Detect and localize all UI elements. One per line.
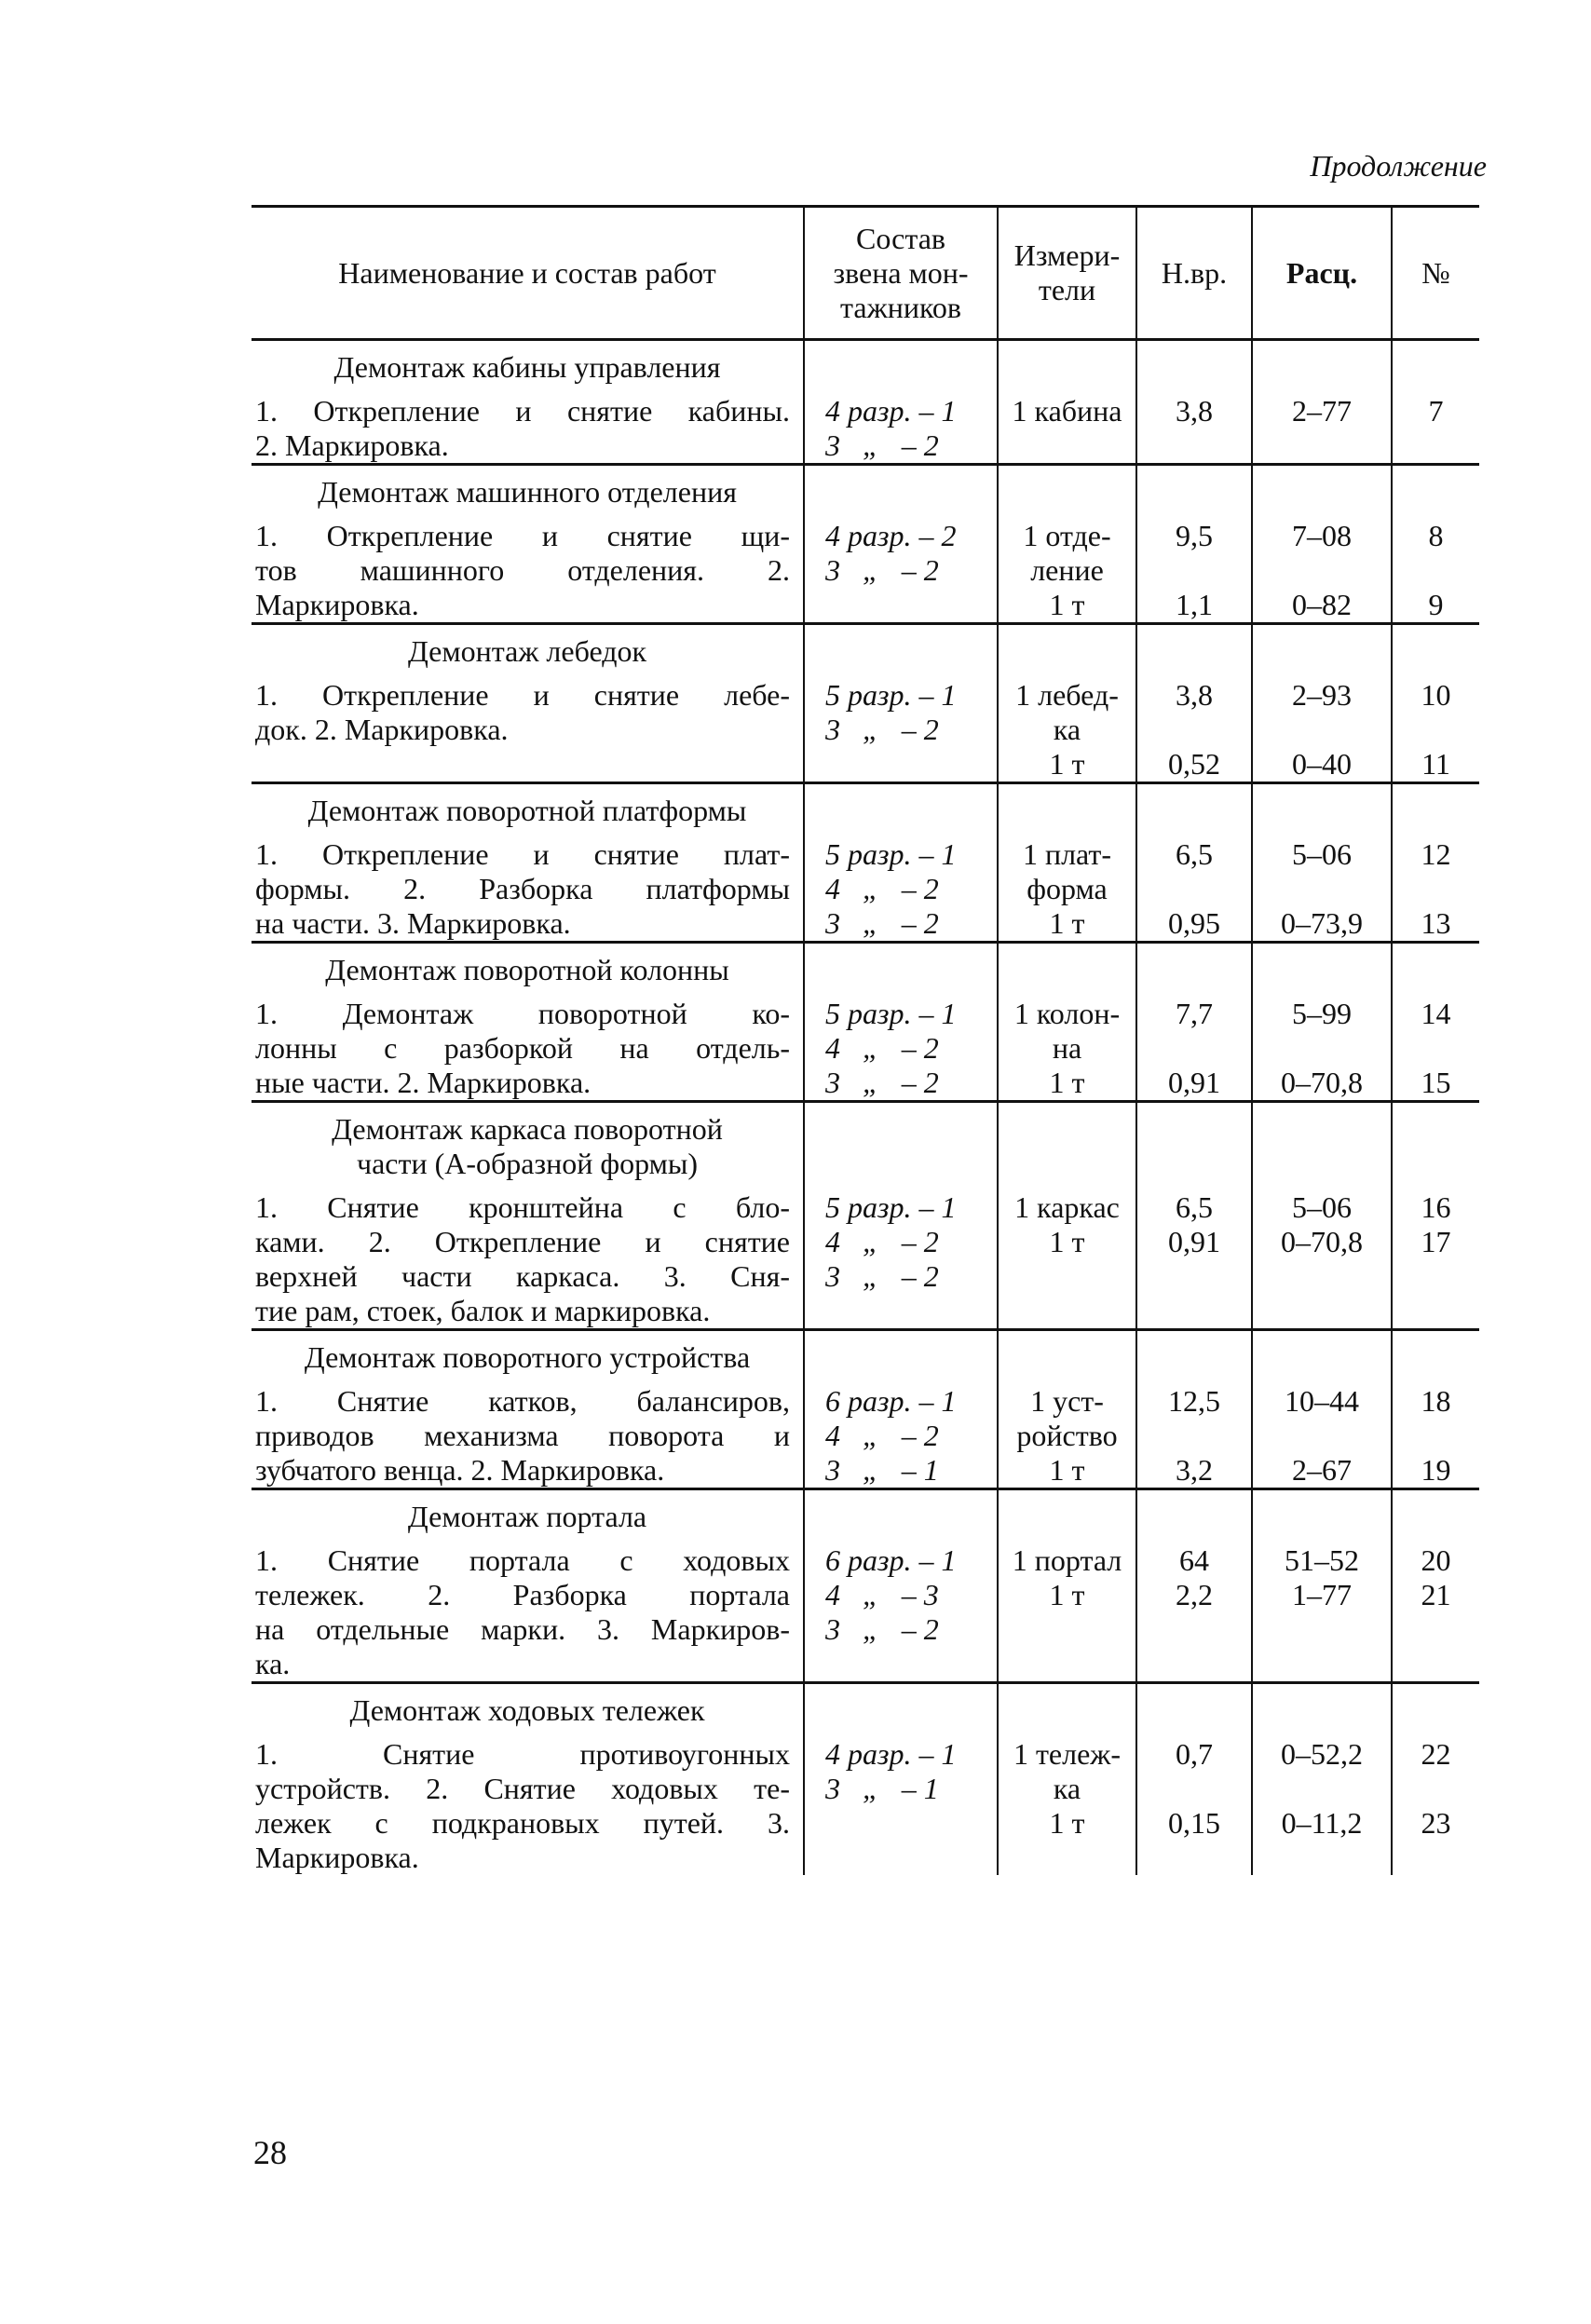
crew-composition — [804, 1543, 998, 1683]
cell-line: 0,15 — [1168, 1806, 1220, 1840]
group-title — [252, 1683, 804, 1738]
description-line: 1. Демонтаж поворотной ко- — [255, 997, 790, 1030]
cell-line: 7–08 — [1292, 519, 1352, 552]
cell-line: 3 „ – 1 — [825, 1453, 939, 1487]
table-row — [252, 1543, 1479, 1683]
cell-line: 4 „ – 3 — [825, 1578, 939, 1611]
rate-value — [1252, 1190, 1392, 1330]
table-row — [252, 1190, 1479, 1330]
unit-measure — [998, 997, 1136, 1102]
cell-line: Демонтаж кабины управления — [333, 350, 721, 384]
cell-line: 2–93 — [1292, 678, 1352, 712]
unit-measure — [998, 837, 1136, 943]
empty-cell — [804, 465, 998, 520]
empty-cell — [1252, 943, 1392, 998]
cell-line: 5–06 — [1292, 1190, 1352, 1224]
table-header-row — [252, 207, 1479, 340]
empty-cell — [998, 340, 1136, 395]
cell-line: 5 разр. – 1 — [825, 678, 957, 712]
group-title — [252, 340, 804, 395]
cell-line: 4 „ – 2 — [825, 872, 939, 905]
row-number — [1392, 1737, 1479, 1875]
cell-line: 1 кабина — [1012, 394, 1122, 428]
cell-line: 4 разр. – 1 — [825, 394, 957, 428]
cell-line: 12 — [1421, 837, 1451, 871]
cell-line: 1 уст- — [1030, 1384, 1104, 1418]
work-description — [252, 1543, 804, 1683]
description-line: лежек с подкрановых путей. 3. — [255, 1806, 790, 1840]
description-line: док. 2. Маркировка. — [255, 713, 509, 746]
description-line: тележек. 2. Разборка портала — [255, 1578, 790, 1611]
empty-cell — [1136, 1683, 1252, 1738]
description-line: 1. Снятие портала с ходовых — [255, 1543, 790, 1577]
empty-cell — [1252, 1330, 1392, 1385]
cell-line — [1137, 713, 1251, 747]
cell-line — [1253, 1031, 1391, 1066]
cell-line — [1137, 872, 1251, 906]
cell-line: 10–44 — [1285, 1384, 1359, 1418]
empty-cell — [998, 1489, 1136, 1544]
cell-line: 1 колон- — [1013, 997, 1121, 1030]
cell-line — [1253, 553, 1391, 588]
continuation-label: Продолжение — [1310, 149, 1487, 183]
description-line: ка. — [255, 1647, 291, 1680]
empty-cell — [1392, 1489, 1479, 1544]
cell-line: 19 — [1421, 1453, 1451, 1487]
header-number: № — [1392, 207, 1479, 340]
cell-line: 2–67 — [1292, 1453, 1352, 1487]
time-norm — [1136, 1190, 1252, 1330]
empty-cell — [998, 1683, 1136, 1738]
empty-cell — [804, 943, 998, 998]
work-description — [252, 1737, 804, 1875]
cell-line: Демонтаж поворотной платформы — [307, 794, 747, 827]
empty-cell — [998, 943, 1136, 998]
rate-value — [1252, 997, 1392, 1102]
empty-cell — [804, 1683, 998, 1738]
table-row — [252, 1737, 1479, 1875]
cell-line: Демонтаж лебедок — [407, 634, 647, 668]
cell-line: 13 — [1421, 906, 1451, 940]
group-title-row — [252, 340, 1479, 395]
cell-line: 0–70,8 — [1281, 1225, 1363, 1258]
cell-line: части (А-образной формы) — [356, 1147, 699, 1180]
cell-line: 2–77 — [1292, 394, 1352, 428]
cell-line: 23 — [1421, 1806, 1451, 1840]
cell-line: 3,8 — [1176, 678, 1213, 712]
crew-composition — [804, 1190, 998, 1330]
cell-line — [1393, 1419, 1479, 1453]
cell-line — [1137, 1419, 1251, 1453]
cell-line — [1253, 713, 1391, 747]
cell-line: ка — [1053, 1772, 1081, 1805]
rate-value — [1252, 678, 1392, 783]
empty-cell — [1392, 465, 1479, 520]
empty-cell — [998, 1102, 1136, 1191]
cell-line — [1393, 553, 1479, 588]
cell-line: 5 разр. – 1 — [825, 997, 957, 1030]
cell-line: 3 „ – 2 — [825, 713, 939, 746]
group-title-row — [252, 783, 1479, 838]
unit-measure — [998, 1543, 1136, 1683]
cell-line: 1 каркас — [1014, 1190, 1120, 1224]
row-number — [1392, 678, 1479, 783]
group-title — [252, 465, 804, 520]
cell-line: ление — [1030, 553, 1104, 587]
header-crew: Состав звена мон- тажников — [804, 207, 998, 340]
cell-line — [1253, 872, 1391, 906]
cell-line: 9 — [1428, 588, 1444, 621]
group-title — [252, 1330, 804, 1385]
empty-cell — [1136, 943, 1252, 998]
empty-cell — [1252, 340, 1392, 395]
cell-line: 15 — [1421, 1066, 1451, 1099]
row-number — [1392, 394, 1479, 465]
cell-line: 3,2 — [1176, 1453, 1213, 1487]
crew-composition — [804, 1384, 998, 1489]
cell-line: 5–06 — [1292, 837, 1352, 871]
cell-line: 18 — [1421, 1384, 1451, 1418]
cell-line: 6 разр. – 1 — [825, 1384, 957, 1418]
row-number — [1392, 1543, 1479, 1683]
cell-line: 14 — [1421, 997, 1451, 1030]
description-line: тие рам, стоек, балок и маркировка. — [255, 1294, 711, 1327]
group-title-row — [252, 1330, 1479, 1385]
cell-line: 1 портал — [1012, 1543, 1122, 1577]
cell-line: 7,7 — [1176, 997, 1213, 1030]
cell-line — [1393, 713, 1479, 747]
work-description — [252, 1190, 804, 1330]
cell-line: 0,52 — [1168, 747, 1220, 781]
description-line: 1. Открепление и снятие кабины. — [255, 394, 790, 428]
cell-line: 1 т — [1049, 747, 1085, 781]
description-line: ные части. 2. Маркировка. — [255, 1066, 592, 1099]
page-number: 28 — [253, 2134, 287, 2171]
cell-line: 1 т — [1049, 906, 1085, 940]
cell-line: 9,5 — [1176, 519, 1213, 552]
row-number — [1392, 997, 1479, 1102]
table-row — [252, 1384, 1479, 1489]
rate-value — [1252, 519, 1392, 624]
empty-cell — [1392, 783, 1479, 838]
cell-line — [1393, 1031, 1479, 1066]
description-line: тов машинного отделения. 2. — [255, 553, 790, 587]
cell-line: 1 плат- — [1022, 837, 1112, 871]
empty-cell — [804, 624, 998, 679]
empty-cell — [1136, 783, 1252, 838]
table-body — [252, 340, 1479, 1876]
cell-line: 4 „ – 2 — [825, 1419, 939, 1452]
row-number — [1392, 1384, 1479, 1489]
group-title-row — [252, 1683, 1479, 1738]
row-number — [1392, 519, 1479, 624]
empty-cell — [1252, 783, 1392, 838]
cell-line: 6,5 — [1176, 1190, 1213, 1224]
cell-line: 0–40 — [1292, 747, 1352, 781]
description-line: Маркировка. — [255, 588, 419, 621]
description-line: 1. Снятие катков, балансиров, — [255, 1384, 790, 1418]
empty-cell — [1392, 1102, 1479, 1191]
time-norm — [1136, 1384, 1252, 1489]
cell-line: 0,91 — [1168, 1225, 1220, 1258]
empty-cell — [998, 624, 1136, 679]
cell-line — [1253, 1772, 1391, 1806]
cell-line: 64 — [1179, 1543, 1209, 1577]
time-norm — [1136, 394, 1252, 465]
table-row — [252, 678, 1479, 783]
empty-cell — [1136, 1489, 1252, 1544]
cell-line: 1 т — [1049, 588, 1085, 621]
group-title-row — [252, 465, 1479, 520]
description-line: зубчатого венца. 2. Маркировка. — [255, 1453, 665, 1487]
cell-line: 1 отде- — [1023, 519, 1111, 552]
time-norm — [1136, 1737, 1252, 1875]
cell-line: 0,91 — [1168, 1066, 1220, 1099]
cell-line: 2,2 — [1176, 1578, 1213, 1611]
cell-line: 3 „ – 2 — [825, 428, 939, 462]
crew-composition — [804, 678, 998, 783]
rate-value — [1252, 1384, 1392, 1489]
group-title — [252, 783, 804, 838]
empty-cell — [1392, 1683, 1479, 1738]
cell-line: 4 разр. – 2 — [825, 519, 957, 552]
table-row — [252, 519, 1479, 624]
empty-cell — [1136, 1102, 1252, 1191]
description-line: на части. 3. Маркировка. — [255, 906, 571, 940]
cell-line: ка — [1053, 713, 1081, 746]
description-line: 1. Снятие противоугонных — [255, 1737, 790, 1771]
header-unit: Измери- тели — [998, 207, 1136, 340]
description-line: формы. 2. Разборка платформы — [255, 872, 790, 905]
work-norms-table — [252, 205, 1479, 1875]
empty-cell — [804, 1330, 998, 1385]
description-line: Маркировка. — [255, 1841, 419, 1874]
unit-measure — [998, 678, 1136, 783]
cell-line: 4 разр. – 1 — [825, 1737, 957, 1771]
cell-line: Демонтаж ходовых тележек — [349, 1693, 705, 1727]
crew-composition — [804, 394, 998, 465]
header-norm: Н.вр. — [1136, 207, 1252, 340]
cell-line: Демонтаж каркаса поворотной — [332, 1112, 723, 1146]
cell-line: 17 — [1421, 1225, 1451, 1258]
empty-cell — [804, 1489, 998, 1544]
group-title — [252, 943, 804, 998]
group-title-row — [252, 1102, 1479, 1191]
cell-line: 1 лебед- — [1015, 678, 1119, 712]
empty-cell — [1136, 340, 1252, 395]
cell-line: 3 „ – 2 — [825, 1259, 939, 1293]
header-rate: Расц. — [1252, 207, 1392, 340]
cell-line: 3 „ – 2 — [825, 1612, 939, 1646]
description-line: 1. Открепление и снятие лебе- — [255, 678, 790, 712]
cell-line: 21 — [1421, 1578, 1451, 1611]
cell-line: 3,8 — [1176, 394, 1213, 428]
crew-composition — [804, 1737, 998, 1875]
empty-cell — [1252, 1683, 1392, 1738]
cell-line: Демонтаж поворотного устройства — [304, 1340, 751, 1374]
table-row — [252, 394, 1479, 465]
rate-value — [1252, 394, 1392, 465]
time-norm — [1136, 837, 1252, 943]
cell-line: 1 т — [1049, 1225, 1085, 1258]
cell-line: 3 „ – 2 — [825, 553, 939, 587]
work-description — [252, 997, 804, 1102]
cell-line: 1 т — [1049, 1453, 1085, 1487]
cell-line — [1137, 553, 1251, 588]
cell-line: 4 „ – 2 — [825, 1225, 939, 1258]
cell-line: 11 — [1421, 747, 1450, 781]
empty-cell — [1392, 943, 1479, 998]
empty-cell — [998, 783, 1136, 838]
empty-cell — [998, 1330, 1136, 1385]
table-row — [252, 837, 1479, 943]
cell-line: 5–99 — [1292, 997, 1352, 1030]
cell-line: 22 — [1421, 1737, 1451, 1771]
description-line: 1. Открепление и снятие плат- — [255, 837, 790, 871]
empty-cell — [804, 340, 998, 395]
cell-line: 10 — [1421, 678, 1451, 712]
cell-line: 0,7 — [1176, 1737, 1213, 1771]
cell-line: 5 разр. – 1 — [825, 837, 957, 871]
cell-line: 0,95 — [1168, 906, 1220, 940]
description-line: верхней части каркаса. 3. Сня- — [255, 1259, 790, 1293]
empty-cell — [998, 465, 1136, 520]
cell-line: ройство — [1016, 1419, 1118, 1452]
unit-measure — [998, 1737, 1136, 1875]
cell-line: 1–77 — [1292, 1578, 1352, 1611]
description-line: 1. Снятие кронштейна с бло- — [255, 1190, 790, 1224]
empty-cell — [1392, 624, 1479, 679]
cell-line: 12,5 — [1168, 1384, 1220, 1418]
cell-line: Демонтаж поворотной колонны — [325, 953, 729, 986]
description-line: лонны с разборкой на отдель- — [255, 1031, 790, 1065]
cell-line: 6 разр. – 1 — [825, 1543, 957, 1577]
empty-cell — [1252, 1102, 1392, 1191]
group-title-row — [252, 624, 1479, 679]
header-name: Наименование и состав работ — [252, 207, 804, 340]
empty-cell — [1392, 340, 1479, 395]
crew-composition — [804, 837, 998, 943]
group-title — [252, 1102, 804, 1191]
empty-cell — [1136, 1330, 1252, 1385]
cell-line — [1253, 1419, 1391, 1453]
row-number — [1392, 1190, 1479, 1330]
work-description — [252, 1384, 804, 1489]
empty-cell — [1252, 1489, 1392, 1544]
description-line: 1. Открепление и снятие щи- — [255, 519, 790, 552]
group-title — [252, 1489, 804, 1544]
row-number — [1392, 837, 1479, 943]
cell-line — [1137, 1772, 1251, 1806]
group-title — [252, 624, 804, 679]
cell-line: 0–11,2 — [1281, 1806, 1363, 1840]
work-description — [252, 519, 804, 624]
cell-line: 4 „ – 2 — [825, 1031, 939, 1065]
cell-line: 6,5 — [1176, 837, 1213, 871]
cell-line: 8 — [1428, 519, 1444, 552]
cell-line: 0–52,2 — [1281, 1737, 1363, 1771]
cell-line: 1 тележ- — [1013, 1737, 1122, 1771]
cell-line: 0–70,8 — [1281, 1066, 1363, 1099]
cell-line: 0–82 — [1292, 588, 1352, 621]
empty-cell — [804, 783, 998, 838]
description-line: 2. Маркировка. — [255, 428, 449, 462]
cell-line — [1137, 1031, 1251, 1066]
cell-line: 3 „ – 2 — [825, 1066, 939, 1099]
empty-cell — [1392, 1330, 1479, 1385]
empty-cell — [1136, 624, 1252, 679]
work-description — [252, 678, 804, 783]
cell-line: 1 т — [1049, 1578, 1085, 1611]
unit-measure — [998, 394, 1136, 465]
description-line: приводов механизма поворота и — [255, 1419, 790, 1452]
cell-line: 5 разр. – 1 — [825, 1190, 957, 1224]
work-description — [252, 837, 804, 943]
cell-line: 20 — [1421, 1543, 1451, 1577]
time-norm — [1136, 997, 1252, 1102]
unit-measure — [998, 1190, 1136, 1330]
cell-line: 51–52 — [1285, 1543, 1359, 1577]
description-line: ками. 2. Открепление и снятие — [255, 1225, 790, 1258]
empty-cell — [1252, 465, 1392, 520]
group-title-row — [252, 1489, 1479, 1544]
time-norm — [1136, 519, 1252, 624]
cell-line: Демонтаж машинного отделения — [318, 475, 737, 509]
crew-composition — [804, 519, 998, 624]
time-norm — [1136, 1543, 1252, 1683]
cell-line: 16 — [1421, 1190, 1451, 1224]
crew-composition — [804, 997, 998, 1102]
description-line: устройств. 2. Снятие ходовых те- — [255, 1772, 790, 1805]
time-norm — [1136, 678, 1252, 783]
cell-line: 0–73,9 — [1281, 906, 1363, 940]
rate-value — [1252, 1543, 1392, 1683]
cell-line: 3 „ – 2 — [825, 906, 939, 940]
rate-value — [1252, 1737, 1392, 1875]
rate-value — [1252, 837, 1392, 943]
work-description — [252, 394, 804, 465]
empty-cell — [1136, 465, 1252, 520]
cell-line: 7 — [1428, 394, 1444, 428]
unit-measure — [998, 1384, 1136, 1489]
empty-cell — [1252, 624, 1392, 679]
cell-line: 1 т — [1049, 1066, 1085, 1099]
cell-line — [1393, 872, 1479, 906]
cell-line: Демонтаж портала — [407, 1500, 647, 1533]
empty-cell — [804, 1102, 998, 1191]
cell-line: 1 т — [1049, 1806, 1085, 1840]
cell-line: форма — [1027, 872, 1108, 905]
unit-measure — [998, 519, 1136, 624]
cell-line: 3 „ – 1 — [825, 1772, 939, 1805]
cell-line — [1393, 1772, 1479, 1806]
table-row — [252, 997, 1479, 1102]
group-title-row — [252, 943, 1479, 998]
cell-line: 1,1 — [1176, 588, 1213, 621]
cell-line: на — [1052, 1031, 1082, 1065]
description-line: на отдельные марки. 3. Маркиров- — [255, 1612, 790, 1646]
